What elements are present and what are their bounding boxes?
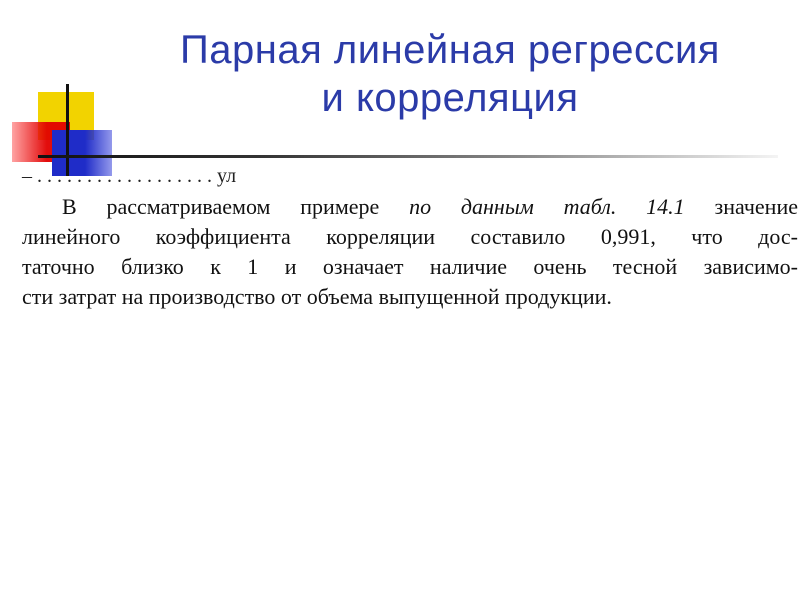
- paragraph-line-3: таточно близко к 1 и означает наличие очень тесной зависимо-: [22, 254, 798, 279]
- title-line-1: Парная линейная регрессия: [180, 28, 720, 72]
- paragraph-line-4: сти затрат на производство от объема выпущенной продукции.: [22, 284, 612, 309]
- table-reference: по данным табл. 14.1: [409, 194, 685, 219]
- body-paragraph: [22, 192, 798, 312]
- cut-off-text-line: – . . . . . . . . . . . . . . . . . . ул: [22, 165, 237, 187]
- vertical-rule-decoration: [66, 84, 69, 176]
- slide-title: [110, 26, 790, 122]
- scanned-text-excerpt: [22, 165, 798, 318]
- title-line-2: и корреляция: [321, 76, 579, 120]
- horizontal-rule-decoration: [38, 155, 778, 158]
- paragraph-line-2: линейного коэффициента корреляции составило 0,991, что дос-: [22, 224, 798, 249]
- paragraph-line-1: В рассматриваемом примере по данным табл. 14.1 значение: [62, 194, 798, 219]
